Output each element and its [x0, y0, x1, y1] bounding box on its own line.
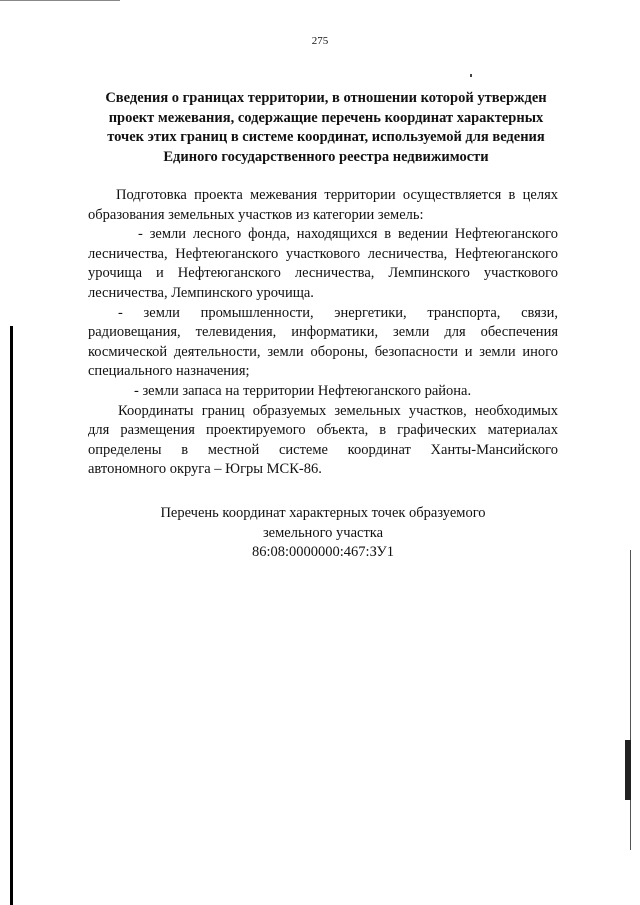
paragraph-reserve-land — [88, 382, 558, 402]
title-line: проект межевания, содержащие перечень координат характерных — [108, 109, 544, 126]
text-line: - земли промышленности, энергетики, транспорта, связи, — [118, 304, 558, 321]
text-line: - земли лесного фонда, находящихся в ведении Нефтеюганского — [138, 226, 558, 243]
text-line: лесничества, Нефтеюганского участкового лесничества, Нефтеюганского — [88, 245, 558, 262]
text-line: определены в местной системе координат Ханты-Мансийского — [88, 441, 558, 458]
text-line: Координаты границ образуемых земельных участков, необходимых — [118, 402, 558, 419]
title-line: точек этих границ в системе координат, используемой для ведения — [107, 129, 545, 145]
document-title — [80, 89, 572, 167]
caption-line: Перечень координат характерных точек образуемого — [160, 505, 486, 521]
paragraph-forest-land — [88, 225, 558, 303]
text-line: Подготовка проекта межевания территории осуществляется в целях — [116, 187, 558, 203]
text-line: образования земельных участков из категории земель: — [88, 206, 424, 223]
page-number: 275 — [311, 35, 329, 47]
scan-artifact-dot — [470, 74, 472, 77]
paragraph-coordinates — [88, 402, 558, 480]
text-line: автономного округа – Югры МСК-86. — [88, 461, 322, 478]
caption-line: земельного участка — [262, 524, 384, 541]
text-line: урочища и Нефтеюганского лесничества, Лемпинского участкового — [88, 265, 558, 282]
text-line: специального назначения; — [88, 363, 250, 380]
text-line: для размещения проектируемого объекта, в графических материалах — [88, 422, 558, 439]
scan-artifact-top-left — [0, 0, 120, 1]
paragraph-purpose — [88, 186, 558, 225]
caption-line: 86:08:0000000:467:ЗУ1 — [251, 544, 395, 561]
title-line: Сведения о границах территории, в отношении которой утвержден — [105, 90, 547, 106]
text-line: лесничества, Лемпинского урочища. — [88, 284, 314, 301]
text-line: радиовещания, телевидения, информатики, земли для обеспечения — [88, 324, 558, 341]
paragraph-industrial-land — [88, 304, 558, 382]
scan-artifact-right-smudge — [625, 740, 631, 800]
title-line: Единого государственного реестра недвижимости — [163, 148, 489, 165]
scan-artifact-right-line — [630, 550, 631, 850]
scan-artifact-left-bar — [10, 326, 13, 905]
document-body — [88, 186, 558, 480]
text-line: - земли запаса на территории Нефтеюганского района. — [134, 382, 472, 399]
coordinates-list-caption — [88, 504, 558, 563]
text-line: космической деятельности, земли обороны, безопасности и земли иного — [88, 343, 558, 360]
